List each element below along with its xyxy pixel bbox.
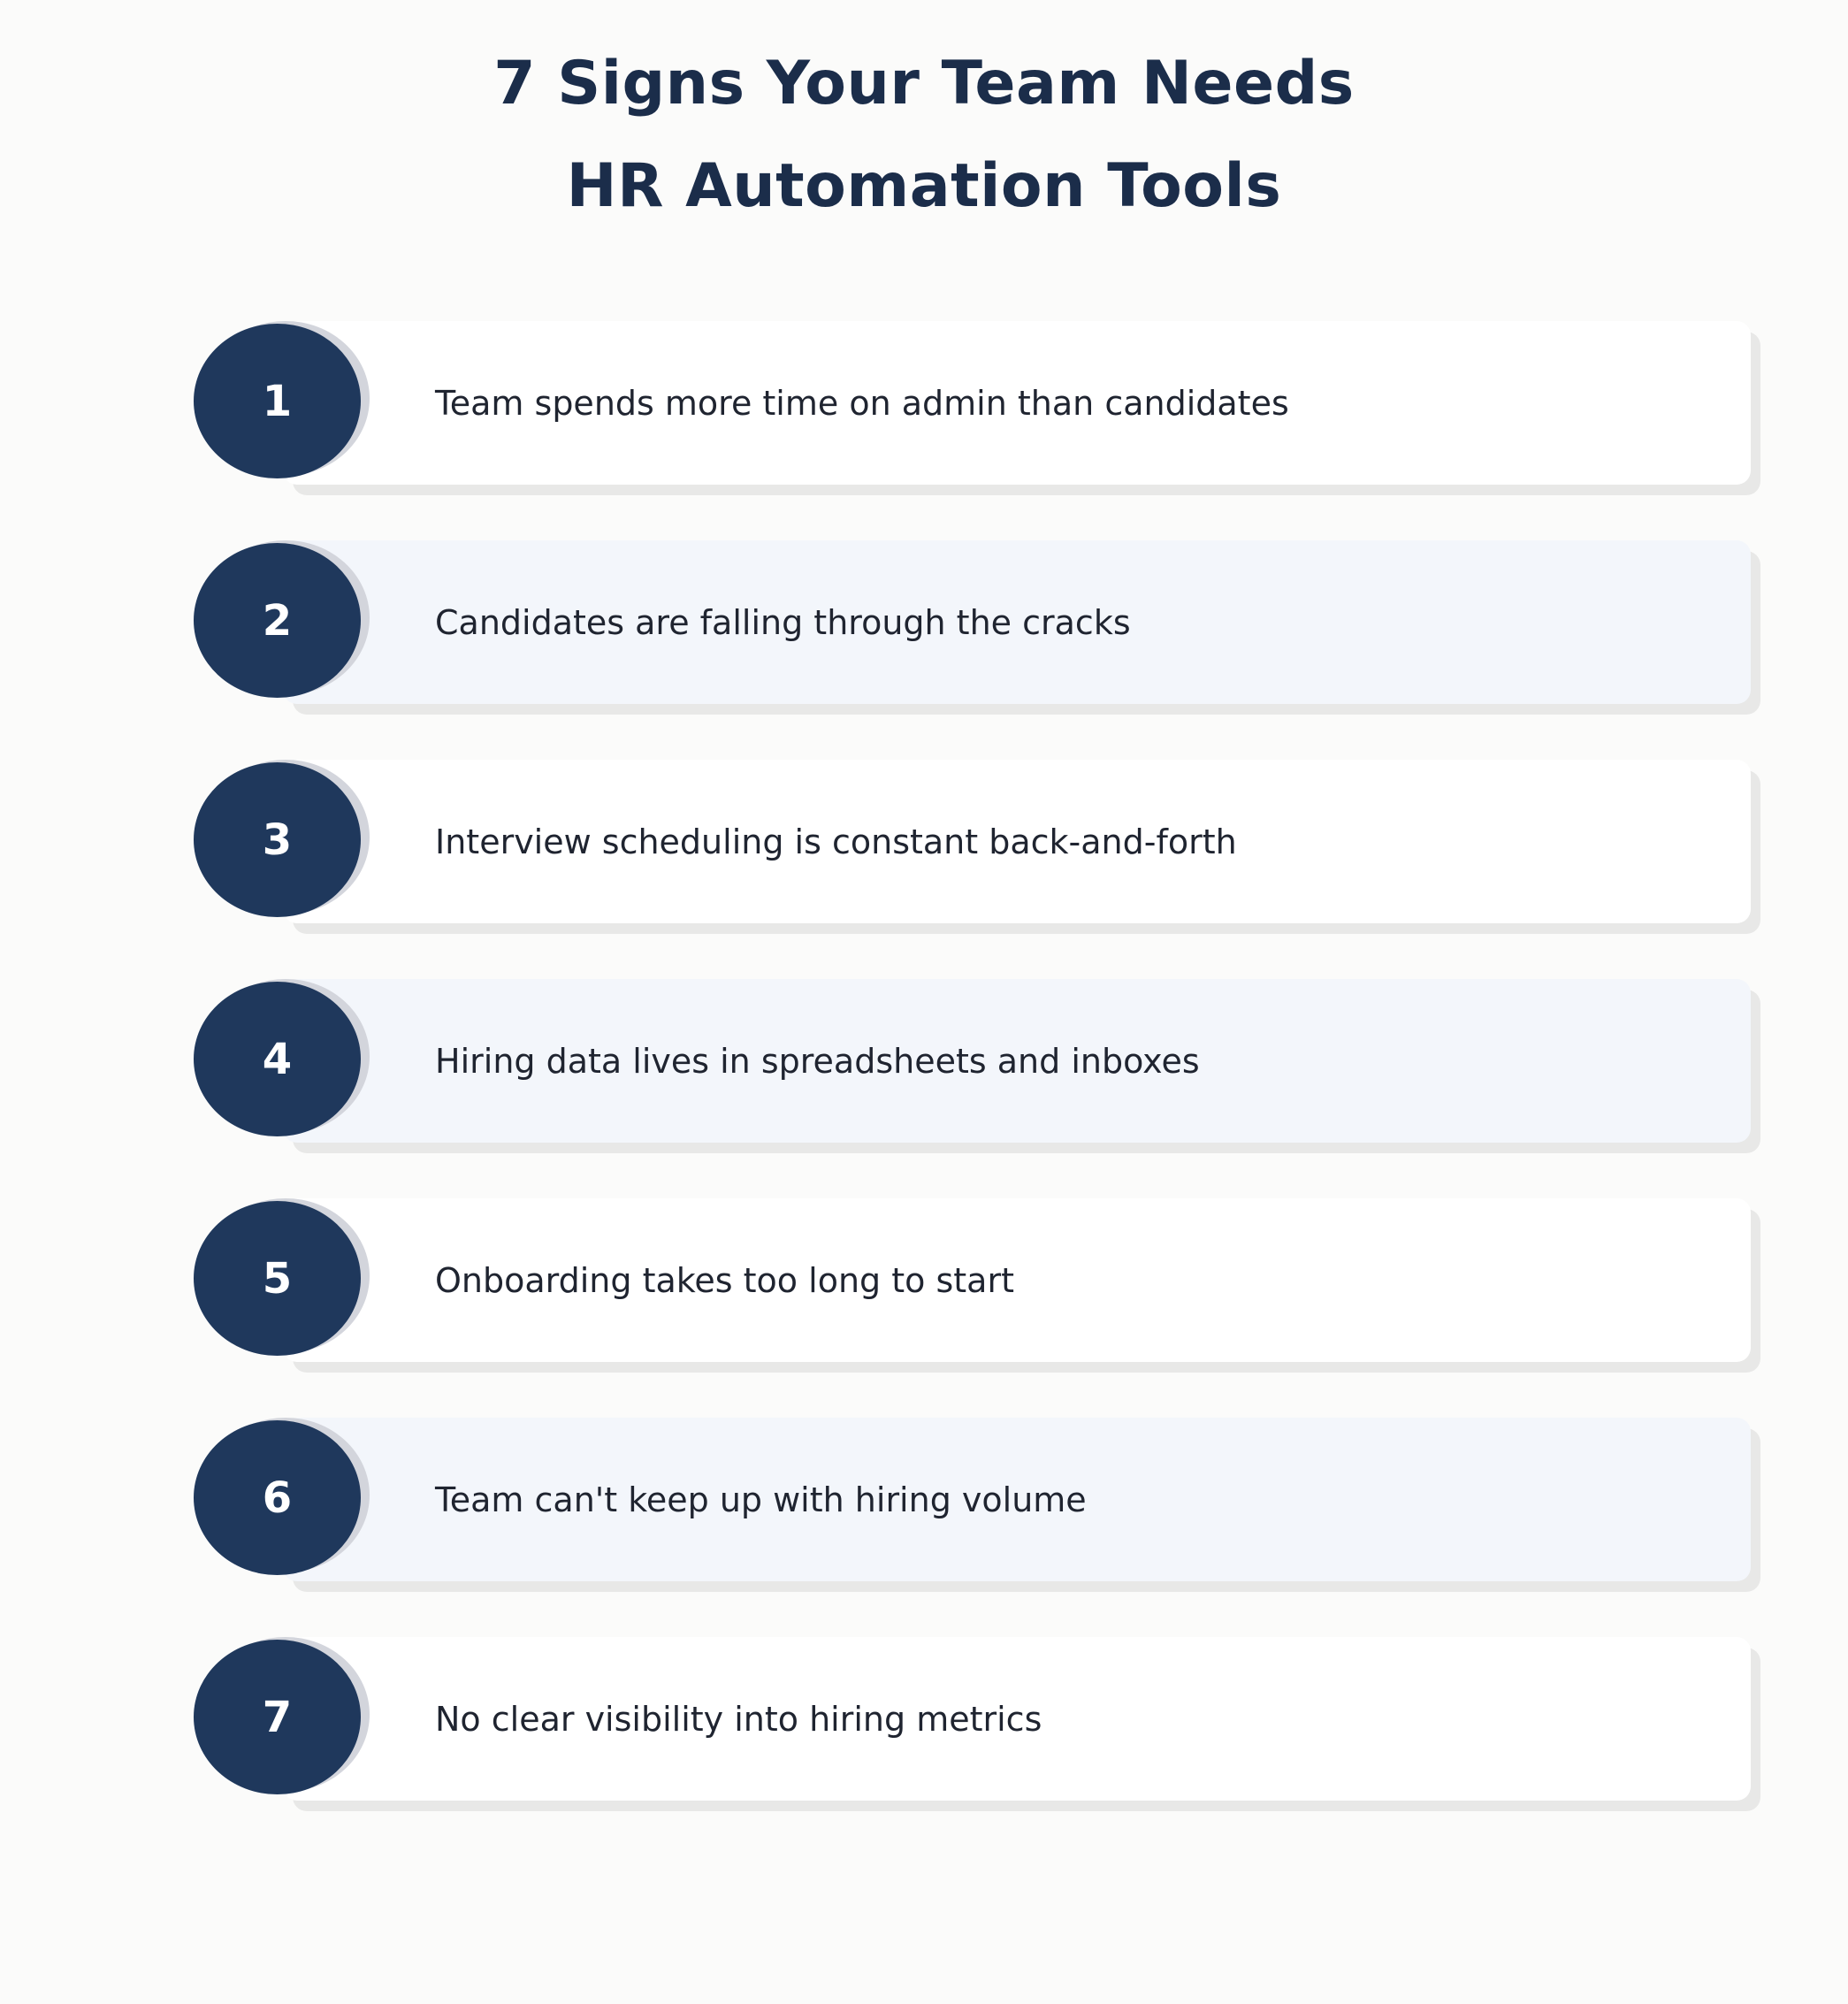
- number-badge: 3: [194, 762, 361, 917]
- number-badge: 4: [194, 982, 361, 1136]
- list-item: [0, 1418, 1848, 1586]
- list-item-text: Interview scheduling is constant back-and-forth: [435, 822, 1237, 861]
- list-item: [0, 760, 1848, 928]
- list-item: [0, 979, 1848, 1147]
- list-item-text: Team spends more time on admin than candidates: [435, 383, 1289, 423]
- list-item-text: No clear visibility into hiring metrics: [435, 1699, 1042, 1739]
- number-badge: 2: [194, 543, 361, 698]
- number-badge: 6: [194, 1420, 361, 1575]
- number-badge: 1: [194, 324, 361, 478]
- title-line-2: HR Automation Tools: [566, 151, 1282, 221]
- list-item-text: Candidates are falling through the cracks: [435, 602, 1131, 642]
- list-item-text: Onboarding takes too long to start: [435, 1260, 1014, 1300]
- list-item: [0, 540, 1848, 708]
- list-item-text: Team can't keep up with hiring volume: [435, 1480, 1087, 1519]
- title-line-1: 7 Signs Your Team Needs: [493, 49, 1355, 119]
- list-item: [0, 1198, 1848, 1366]
- number-badge: 7: [194, 1640, 361, 1794]
- number-badge: 5: [194, 1201, 361, 1356]
- list-item: [0, 321, 1848, 489]
- list-item: [0, 1637, 1848, 1805]
- list-item-text: Hiring data lives in spreadsheets and inboxes: [435, 1041, 1200, 1081]
